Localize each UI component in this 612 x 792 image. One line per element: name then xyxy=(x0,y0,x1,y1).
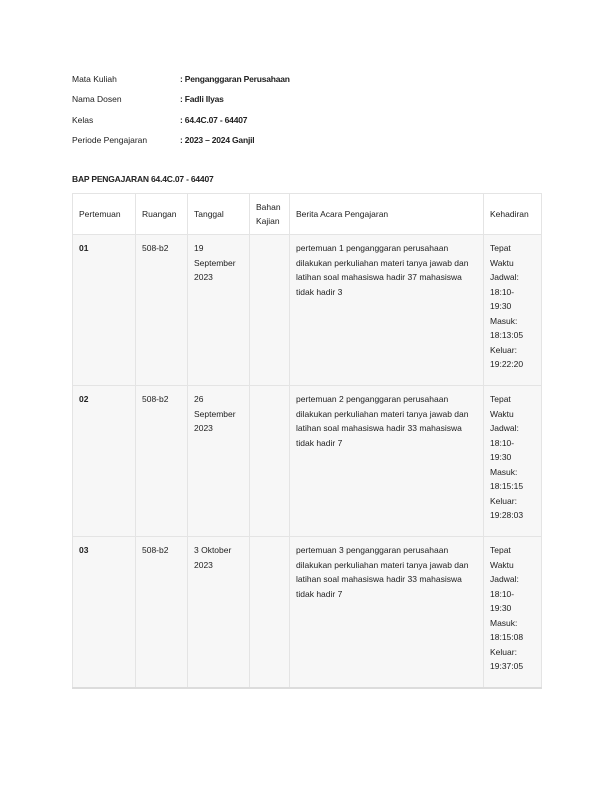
meta-row-class xyxy=(72,115,290,135)
meta-value: : 64.4C.07 - 64407 xyxy=(180,114,248,125)
cell-tanggal: 3 Oktober 2023 xyxy=(188,537,250,688)
cell-berita-acara: pertemuan 2 penganggaran perusahaan dilakukan perkuliahan materi tanya jawab dan latihan soal mahasiswa hadir 33 mahasiswa tidak hadir 7 xyxy=(290,386,484,537)
cell-kehadiran: Tepat Waktu Jadwal: 18:10-19:30 Masuk: 18:15:15 Keluar: 19:28:03 xyxy=(484,386,542,537)
meta-label: Periode Pengajaran xyxy=(72,134,148,145)
cell-pertemuan: 03 xyxy=(73,537,136,688)
course-meta xyxy=(72,74,290,155)
header-tanggal: Tanggal xyxy=(188,194,250,235)
header-ruangan: Ruangan xyxy=(136,194,188,235)
header-pertemuan: Pertemuan xyxy=(73,194,136,235)
cell-tanggal: 26 September 2023 xyxy=(188,386,250,537)
cell-kehadiran: Tepat Waktu Jadwal: 18:10-19:30 Masuk: 18:15:08 Keluar: 19:37:05 xyxy=(484,537,542,688)
cell-bahan-kajian xyxy=(250,386,290,537)
cell-pertemuan: 01 xyxy=(73,235,136,386)
cell-pertemuan: 02 xyxy=(73,386,136,537)
meta-value: : 2023 – 2024 Ganjil xyxy=(180,134,255,145)
cell-ruangan: 508-b2 xyxy=(136,386,188,537)
cell-tanggal: 19 September 2023 xyxy=(188,235,250,386)
meta-value: : Fadli Ilyas xyxy=(180,94,224,105)
cell-ruangan: 508-b2 xyxy=(136,537,188,688)
header-kehadiran: Kehadiran xyxy=(484,194,542,235)
meta-row-lecturer xyxy=(72,94,290,114)
meta-row-period xyxy=(72,135,290,155)
cell-ruangan: 508-b2 xyxy=(136,235,188,386)
cell-berita-acara: pertemuan 3 penganggaran perusahaan dilakukan perkuliahan materi tanya jawab dan latihan soal mahasiswa hadir 33 mahasiswa tidak hadir 7 xyxy=(290,537,484,688)
section-title: BAP PENGAJARAN 64.4C.07 - 64407 xyxy=(72,174,214,184)
cell-kehadiran: Tepat Waktu Jadwal: 18:10-19:30 Masuk: 18:13:05 Keluar: 19:22:20 xyxy=(484,235,542,386)
meta-label: Nama Dosen xyxy=(72,94,122,105)
table-row xyxy=(73,537,542,688)
meta-value: : Penganggaran Perusahaan xyxy=(180,74,290,84)
cell-bahan-kajian xyxy=(250,235,290,386)
bap-table xyxy=(72,193,542,689)
header-berita-acara: Berita Acara Pengajaran xyxy=(290,194,484,235)
cell-bahan-kajian xyxy=(250,537,290,688)
table-header-row xyxy=(73,194,542,235)
table-row xyxy=(73,235,542,386)
meta-label: Kelas xyxy=(72,114,94,125)
cell-berita-acara: pertemuan 1 penganggaran perusahaan dilakukan perkuliahan materi tanya jawab dan latihan soal mahasiswa hadir 37 mahasiswa tidak hadir 3 xyxy=(290,235,484,386)
header-bahan-kajian: Bahan Kajian xyxy=(250,194,290,235)
meta-row-course xyxy=(72,74,290,94)
meta-label: Mata Kuliah xyxy=(72,74,117,84)
table-row xyxy=(73,386,542,537)
